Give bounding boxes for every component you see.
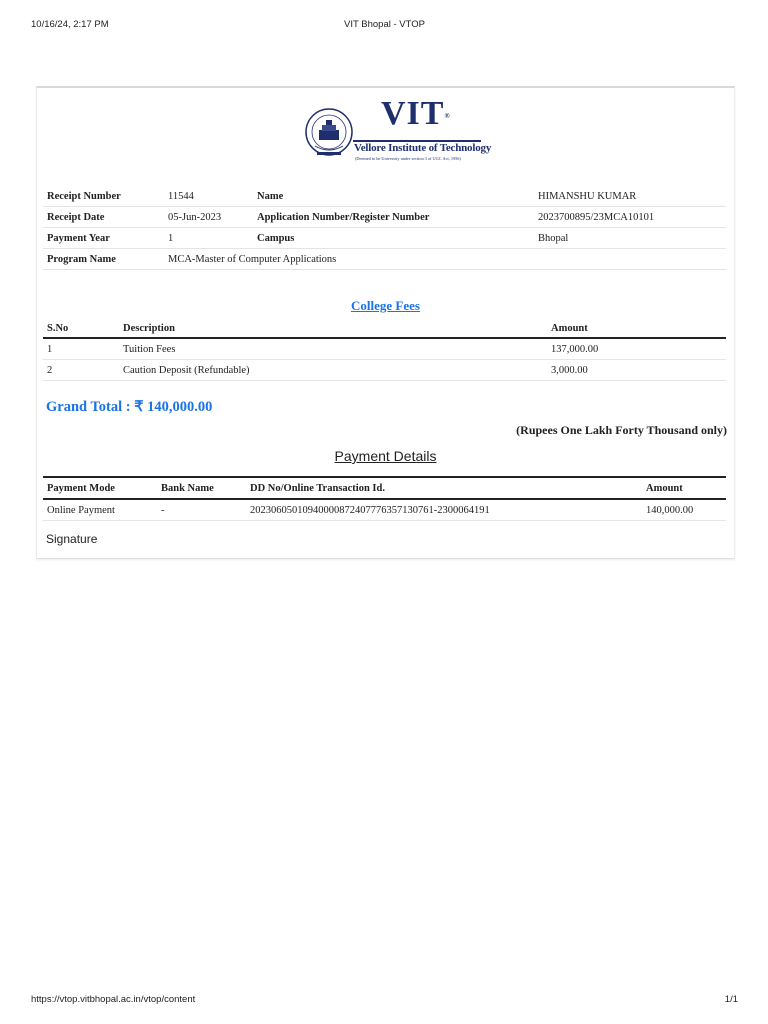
page-number: 1/1 — [724, 994, 738, 1005]
table-row — [43, 228, 726, 249]
university-seal-icon — [305, 102, 357, 164]
table-row — [43, 186, 726, 207]
fee-amount: 3,000.00 — [547, 360, 726, 381]
logo-tagline: (Deemed to be University under section 3 of UGC Act, 1956) — [355, 156, 461, 161]
amount-header: Amount — [547, 319, 726, 338]
fee-description: Tuition Fees — [119, 338, 547, 360]
transaction-id-header: DD No/Online Transaction Id. — [246, 477, 642, 499]
table-row — [43, 360, 726, 381]
register-number-label: Application Number/Register Number — [253, 207, 534, 228]
receipt-info-table — [43, 186, 726, 270]
grand-total-label: Grand Total : ₹ — [46, 399, 148, 415]
bank-name-header: Bank Name — [157, 477, 246, 499]
table-row — [43, 499, 726, 521]
receipt-number-label: Receipt Number — [43, 186, 164, 207]
name-value: HIMANSHU KUMAR — [534, 186, 726, 207]
vit-logo — [305, 95, 492, 164]
payment-amount-value: 140,000.00 — [642, 499, 726, 521]
bank-name-value: - — [157, 499, 246, 521]
program-name-label: Program Name — [43, 249, 164, 270]
campus-label: Campus — [253, 228, 534, 249]
college-fees-table — [43, 319, 726, 381]
receipt-card — [36, 86, 735, 559]
page-url: https://vtop.vitbhopal.ac.in/vtop/content — [31, 994, 196, 1005]
grand-total — [46, 399, 212, 416]
fee-description: Caution Deposit (Refundable) — [119, 360, 547, 381]
receipt-date-value: 05-Jun-2023 — [164, 207, 253, 228]
description-header: Description — [119, 319, 547, 338]
payment-amount-header: Amount — [642, 477, 726, 499]
receipt-date-label: Receipt Date — [43, 207, 164, 228]
table-row — [43, 207, 726, 228]
sno-header: S.No — [43, 319, 119, 338]
payment-year-label: Payment Year — [43, 228, 164, 249]
print-page-title: VIT Bhopal - VTOP — [344, 19, 425, 30]
amount-in-words: (Rupees One Lakh Forty Thousand only) — [516, 423, 727, 437]
print-datetime: 10/16/24, 2:17 PM — [31, 19, 109, 30]
logo-institute-name: Vellore Institute of Technology — [354, 142, 492, 154]
table-row — [43, 249, 726, 270]
print-footer — [31, 994, 738, 1008]
logo-wordmark: VIT® — [381, 95, 451, 132]
transaction-id-value: 202306050109400008724077763571307​61-2300064191 — [246, 499, 642, 521]
fee-amount: 137,000.00 — [547, 338, 726, 360]
payment-mode-value: Online Payment — [43, 499, 157, 521]
campus-value: Bhopal — [534, 228, 726, 249]
signature-label: Signature — [46, 532, 98, 546]
table-row — [43, 338, 726, 360]
print-header — [31, 19, 738, 33]
name-label: Name — [253, 186, 534, 207]
register-number-value: 2023700895/23MCA10101 — [534, 207, 726, 228]
payment-details-table — [43, 476, 726, 521]
fee-sno: 2 — [43, 360, 119, 381]
table-header-row — [43, 477, 726, 499]
program-name-value: MCA-Master of Computer Applications — [164, 249, 726, 270]
grand-total-amount: 140,000.00 — [147, 399, 213, 415]
college-fees-title: College Fees — [351, 298, 420, 313]
payment-mode-header: Payment Mode — [43, 477, 157, 499]
fee-sno: 1 — [43, 338, 119, 360]
receipt-number-value: 11544 — [164, 186, 253, 207]
payment-details-title: Payment Details — [334, 448, 437, 464]
table-header-row — [43, 319, 726, 338]
payment-year-value: 1 — [164, 228, 253, 249]
